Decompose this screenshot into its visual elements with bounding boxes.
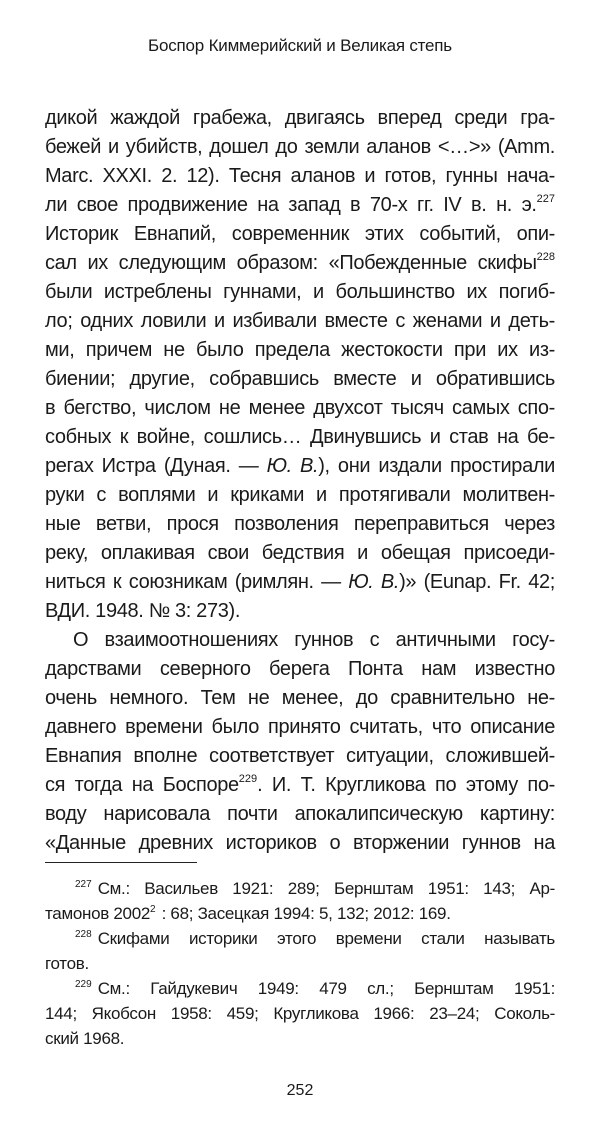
footnote-ref: 228: [536, 251, 555, 263]
text-segment: Скифами историки этого времени стали называть: [97, 929, 555, 948]
text-segment: : 68; Засецкая 1994: 5, 132; 2012: 169.: [161, 904, 451, 923]
footnote-ref: 228: [75, 929, 92, 940]
text-segment: готов.: [45, 954, 89, 973]
text-segment: О взаимоотношениях гуннов с античными госу-: [73, 629, 555, 651]
footnotes: [45, 876, 555, 1051]
italic-text: Ю. В.: [348, 571, 400, 593]
text-segment: сал их следующим образом: «Побежденные скифы: [45, 252, 537, 274]
footnote-line: [45, 951, 555, 976]
footnote-ref: 227: [536, 193, 555, 205]
text-line: [45, 626, 555, 655]
text-segment: ниться к союзникам (римлян. —: [45, 571, 349, 593]
text-segment: давнего времени было принято считать, что описание: [45, 716, 555, 738]
text-segment: «Данные древних историков о вторжении гуннов на: [45, 832, 555, 854]
running-header: Боспор Киммерийский и Великая степь: [148, 36, 452, 55]
text-segment: ные ветви, прося позволения переправиться через: [45, 513, 555, 535]
text-segment: ), они издали простирали: [318, 455, 555, 477]
text-line: [45, 278, 555, 307]
text-line: [45, 771, 555, 800]
text-line: [45, 742, 555, 771]
text-line: [45, 191, 555, 220]
text-segment: были истреблены гуннами, и большинство их погиб-: [45, 281, 555, 303]
text-line: [45, 249, 555, 278]
text-line: [45, 800, 555, 829]
page-number: 252: [286, 1082, 314, 1099]
text-segment: ский 1968.: [45, 1029, 125, 1048]
text-segment: Marc. XXXI. 2. 12). Тесня аланов и готов, гунны нача-: [45, 165, 555, 187]
text-segment: ли свое продвижение на запад в 70-х гг. IV в. н. э.: [45, 194, 537, 216]
text-segment: ВДИ. 1948. № 3: 273).: [45, 600, 241, 622]
text-segment: ло; одних ловили и избивали вместе с женами и деть-: [45, 310, 555, 332]
text-line: [45, 597, 555, 626]
text-segment: регах Истра (Дуная. —: [45, 455, 267, 477]
text-segment: биении; другие, собравшись вместе и обратившись: [45, 368, 555, 390]
text-segment: Историк Евнапий, современник этих событий, опи-: [45, 223, 555, 245]
text-segment: реку, оплакивая свои бедствия и обещая присоеди-: [45, 542, 555, 564]
text-segment: ми, причем не было предела жестокости при их из-: [45, 339, 555, 361]
text-line: [45, 452, 555, 481]
text-line: [45, 829, 555, 858]
text-segment: бежей и убийств, дошел до земли аланов <…>» (Amm.: [45, 136, 555, 158]
text-line: [45, 655, 555, 684]
footnote-line: [45, 1001, 555, 1026]
body-text: [45, 104, 555, 858]
text-line: [45, 568, 555, 597]
footnote-line: [45, 876, 555, 901]
text-segment: Евнапия вполне соответствует ситуации, сложившей-: [45, 745, 555, 767]
footnote-ref: 227: [75, 879, 92, 890]
text-line: [45, 684, 555, 713]
text-line: [45, 104, 555, 133]
text-segment: собных к войне, сошлись… Двинувшись и став на бе-: [45, 426, 555, 448]
italic-text: Ю. В.: [266, 455, 319, 477]
text-segment: См.: Васильев 1921: 289; Бернштам 1951: 143; Ар-: [97, 879, 555, 898]
text-segment: )» (Eunap. Fr. 42;: [399, 571, 556, 593]
text-line: [45, 133, 555, 162]
text-line: [45, 365, 555, 394]
superscript: 2: [150, 904, 156, 915]
text-segment: ся тогда на Боспоре: [45, 774, 239, 796]
text-segment: 144; Якобсон 1958: 459; Кругликова 1966: 23–24; Соколь-: [45, 1004, 555, 1023]
text-segment: дикой жаждой грабежа, двигаясь вперед среди гра-: [45, 107, 555, 129]
text-line: [45, 713, 555, 742]
text-segment: См.: Гайдукевич 1949: 479 сл.; Бернштам 1951:: [97, 979, 555, 998]
footnote-ref: 229: [238, 773, 258, 785]
text-segment: очень немного. Тем не менее, до сравнительно не-: [45, 687, 555, 709]
text-line: [45, 336, 555, 365]
text-segment: дарствами северного берега Понта нам известно: [45, 658, 555, 680]
text-line: [45, 510, 555, 539]
text-segment: в бегство, числом не менее двухсот тысяч самых спо-: [45, 397, 555, 419]
footnote-line: [45, 976, 555, 1001]
text-line: [45, 162, 555, 191]
footnote-line: [45, 901, 555, 926]
text-line: [45, 307, 555, 336]
text-segment: воду нарисовала почти апокалипсическую картину:: [45, 803, 555, 825]
footnote-ref: 229: [75, 979, 92, 990]
footnote-divider: [45, 862, 197, 863]
text-segment: руки с воплями и криками и протягивали молитвен-: [45, 484, 555, 506]
text-segment: тамонов 2002: [45, 904, 151, 923]
text-segment: . И. Т. Кругликова по этому по-: [257, 774, 555, 796]
footnote-line: [45, 1026, 555, 1051]
text-line: [45, 481, 555, 510]
footnote-line: [45, 926, 555, 951]
text-line: [45, 423, 555, 452]
text-line: [45, 394, 555, 423]
text-line: [45, 539, 555, 568]
text-line: [45, 220, 555, 249]
